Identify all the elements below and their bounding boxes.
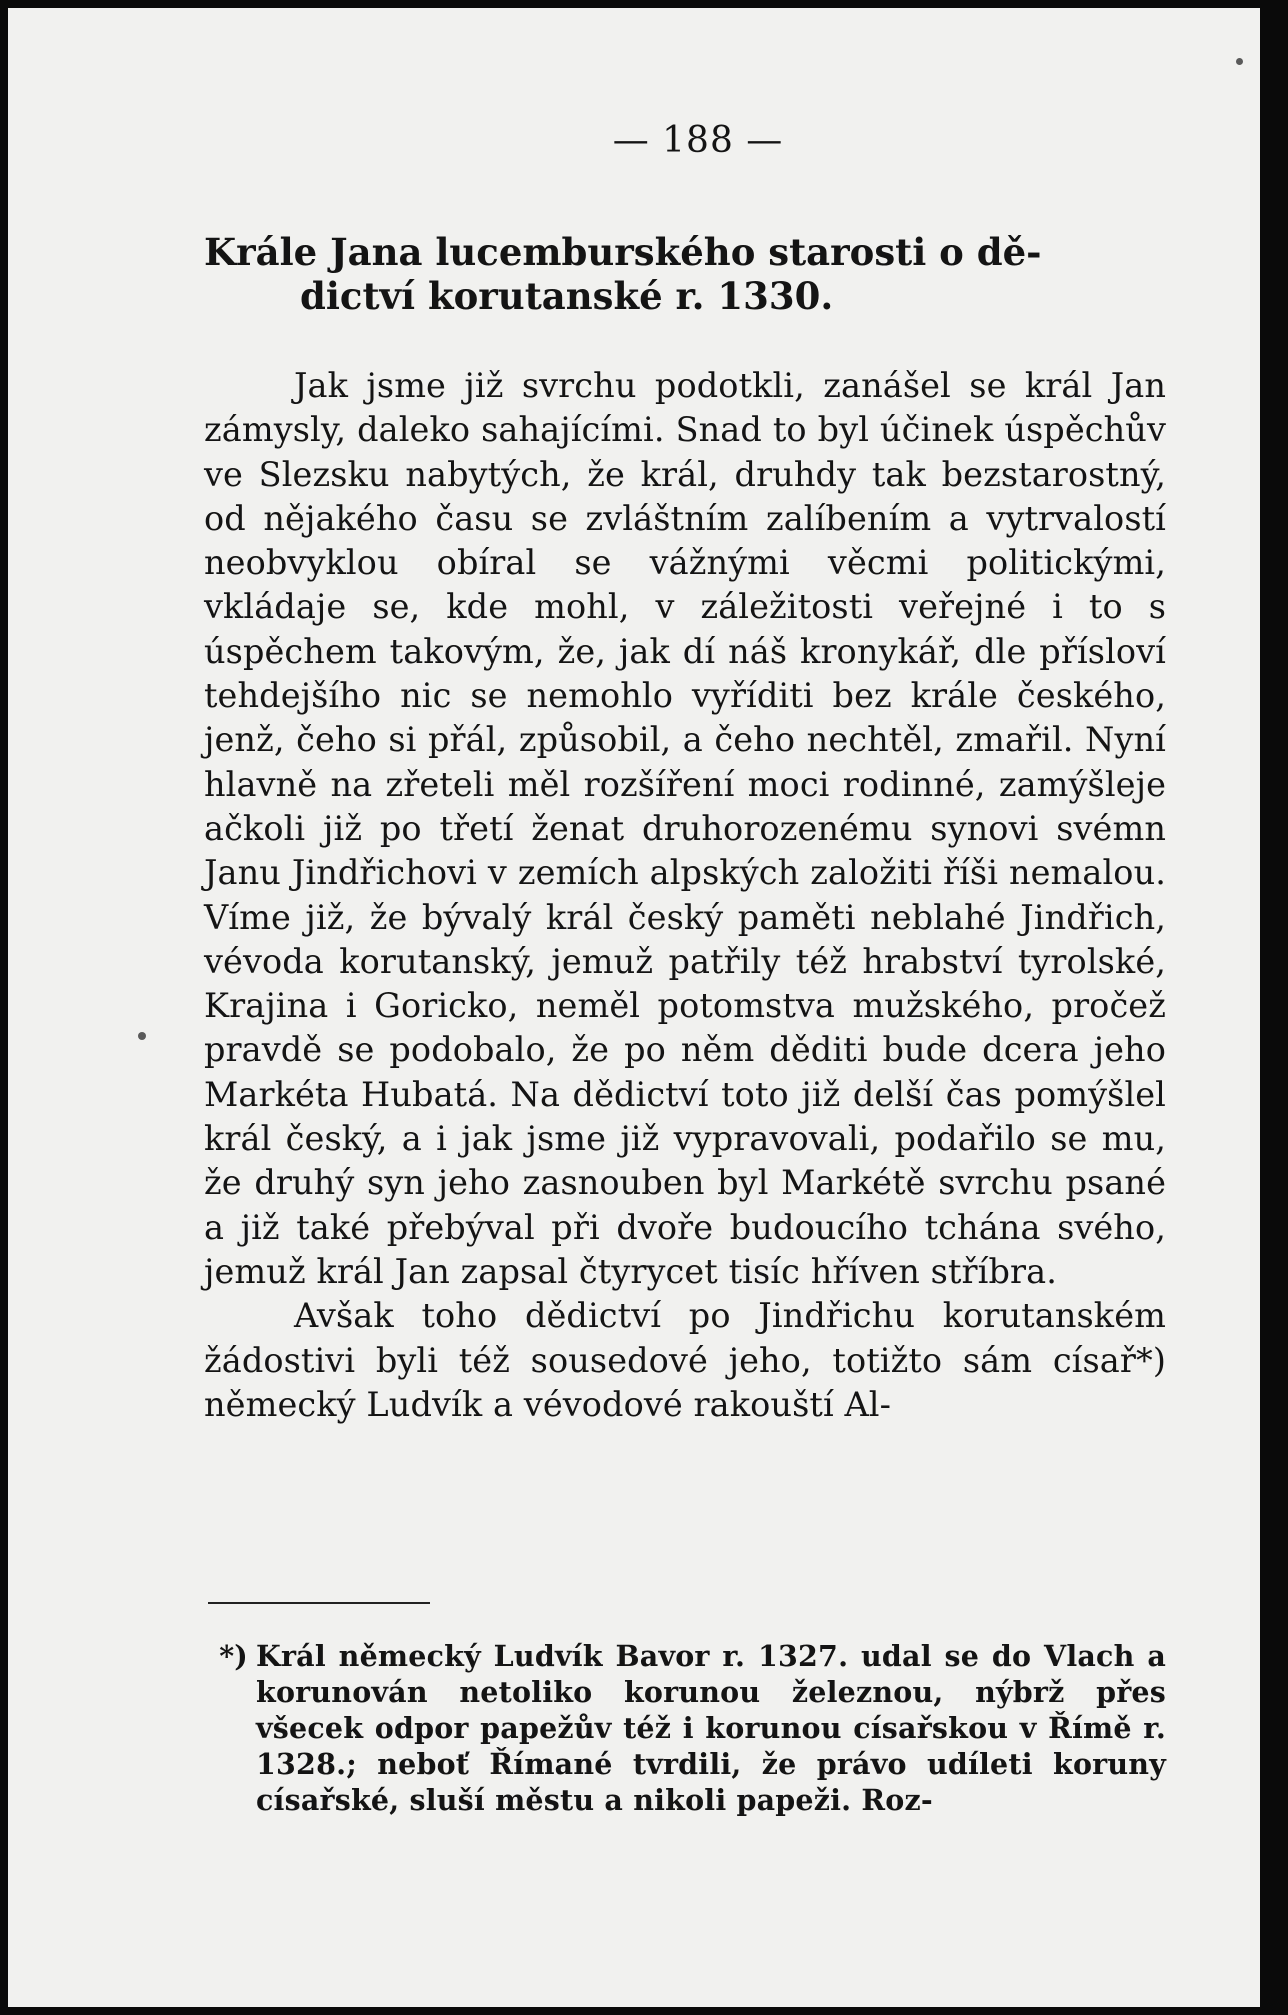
chapter-title-line-2: dictví korutanské r. 1330. xyxy=(300,274,834,318)
footnote xyxy=(219,1638,1166,1818)
footnote-divider xyxy=(208,1602,430,1604)
body-text xyxy=(204,364,1166,1427)
paragraph-2: Avšak toho dědictví po Jindřichu korutanském žádostivi byli též sousedové jeho, totižto sám císař*) německý Ludvík a vévodové rakouští Al- xyxy=(204,1296,1166,1424)
print-speck xyxy=(138,1032,146,1040)
footnote-marker: *) xyxy=(219,1639,248,1673)
chapter-title-line-1: Krále Jana lucemburského starosti o dě- xyxy=(204,230,1042,274)
print-speck xyxy=(1236,58,1243,65)
chapter-title xyxy=(204,230,1166,318)
page-number: — 188 — xyxy=(612,120,784,161)
paragraph-1: Jak jsme již svrchu podotkli, zanášel se král Jan zámysly, daleko sahajícími. Snad to byl účinek úspěchův ve Slezsku nabytých, že král, druhdy tak bezstarostný, od nějakého času se zvláštním zalíbením a vytrvalostí neobvyklou obíral se vážnými věcmi politickými, vkládaje se, kde mohl, v záležitosti veřejné i to s úspěchem takovým, že, jak dí náš kronykář, dle přísloví tehdejšího nic se nemohlo vyříditi bez krále českého, jenž, čeho si přál, způsobil, a čeho nechtěl, zmařil. Nyní hlavně na zřeteli měl rozšíření moci rodinné, zamýšleje ačkoli již po třetí ženat druhorozenému synovi svémn Janu Jindřichovi v zemích alpských založiti říši nemalou. Víme již, že bývalý král český paměti neblahé Jindřich, vévoda korutanský, jemuž patřily též hrabství tyrolské, Krajina i Goricko, neměl potomstva mužského, pročež pravdě se podobalo, že po něm děditi bude dcera jeho Markéta Hubatá. Na dědictví toto již delší čas pomýšlel král český, a i jak jsme již vypravovali, podařilo se mu, že druhý syn jeho zasnouben byl Markétě svrchu psané a již také přebýval při dvoře budoucího tchána svého, jemuž král Jan zapsal čtyrycet tisíc hříven stříbra. xyxy=(204,366,1166,1291)
footnote-text: Král německý Ludvík Bavor r. 1327. udal se do Vlach a korunován netoliko korunou železnou, nýbrž přes všecek odpor papežův též i korunou císařskou v Římě r. 1328.; neboť Římané tvrdili, že právo udíleti koruny císařské, sluší městu a nikoli papeži. Roz- xyxy=(256,1639,1166,1817)
book-page xyxy=(8,8,1260,2007)
